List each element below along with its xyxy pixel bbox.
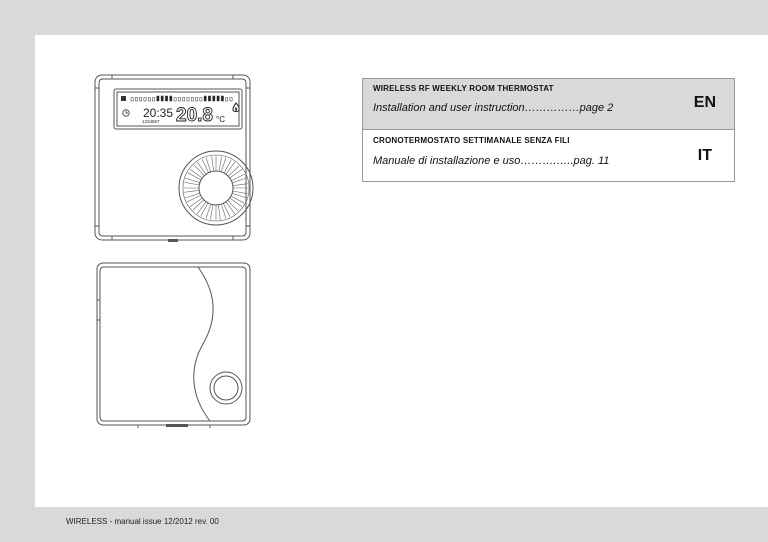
lcd-bar-tick <box>226 98 228 102</box>
lcd-bar-tick <box>196 98 198 102</box>
dial-rib <box>226 162 239 176</box>
lcd-bar-tick <box>178 98 180 102</box>
front-housing-outer <box>95 75 250 240</box>
lcd-bar-tick <box>135 98 137 102</box>
receiver-housing-outer <box>97 263 250 425</box>
lcd-bar-tick <box>170 96 172 101</box>
dial-rib <box>190 165 204 178</box>
lcd-bar-tick <box>208 96 210 101</box>
dial-rib <box>210 205 216 220</box>
lcd-bar-tick <box>174 98 176 102</box>
lcd-bar-tick <box>200 98 202 102</box>
language-code: EN <box>693 94 716 111</box>
lcd-bar-tick <box>217 96 219 101</box>
dial-rib <box>193 200 206 214</box>
lcd-bar-tick <box>144 98 146 102</box>
lcd-mode-indicator <box>121 96 126 101</box>
lcd-time: 20:35 <box>143 106 174 120</box>
lcd-bar-tick <box>131 98 133 102</box>
lcd-bar-tick <box>213 96 215 101</box>
lcd-program-bar-graph <box>131 96 232 101</box>
thermostat-front-view <box>95 75 253 242</box>
lcd-bar-tick <box>140 98 142 102</box>
clock-icon <box>123 110 129 116</box>
language-code: IT <box>697 147 712 164</box>
lcd-bar-tick <box>161 96 163 101</box>
lcd-bar-tick <box>221 96 223 101</box>
dial-ribs <box>184 156 248 220</box>
receiver-bottom-slot <box>166 424 188 427</box>
lcd-bar-tick <box>183 98 185 102</box>
lcd-bar-tick <box>165 96 167 101</box>
dial-rib <box>184 182 199 188</box>
lcd-days: 1234567 <box>142 119 160 124</box>
thermostat-receiver-view <box>97 263 250 428</box>
receiver-s-curve <box>194 267 213 421</box>
lcd-bar-tick <box>230 98 232 102</box>
dial-rib <box>231 193 246 203</box>
dial-rib <box>187 195 202 206</box>
dial-rib <box>186 173 201 183</box>
page-footer: WIRELESS - manual issue 12/2012 rev. 00 <box>66 517 219 526</box>
lcd-bar-tick <box>157 96 159 101</box>
dial-rib <box>201 203 211 218</box>
language-index-table <box>362 78 735 182</box>
receiver-button-ring <box>210 372 242 404</box>
flame-icon <box>233 103 239 112</box>
receiver-housing-inner <box>100 267 246 421</box>
lcd-temperature-unit: °C <box>216 115 225 124</box>
dial-rib <box>228 198 242 211</box>
front-bottom-latch <box>168 239 178 242</box>
receiver-button <box>214 376 238 400</box>
lcd-bar-tick <box>153 98 155 102</box>
language-title: CRONOTERMOSTATO SETTIMANALE SENZA FILI <box>373 136 570 145</box>
language-row-it[interactable] <box>363 129 734 181</box>
language-row-en[interactable] <box>363 79 734 129</box>
dial-rib <box>197 159 208 174</box>
lcd-bar-tick <box>204 96 206 101</box>
lcd-temperature: 20.8 <box>176 105 213 126</box>
dial-rib <box>223 202 234 217</box>
language-subtitle: Installation and user instruction……………page 2 <box>373 102 614 114</box>
dial-rib <box>230 169 245 180</box>
language-subtitle: Manuale di installazione e uso……….…..pag. 11 <box>373 155 610 167</box>
lcd-bar-tick <box>148 98 150 102</box>
dial-center-cap <box>199 171 233 205</box>
language-title: WIRELESS RF WEEKLY ROOM THERMOSTAT <box>373 84 554 93</box>
lcd-bar-tick <box>187 98 189 102</box>
temperature-dial <box>179 151 253 225</box>
lcd-bar-tick <box>191 98 193 102</box>
dial-rib <box>221 158 231 173</box>
dial-rib <box>216 156 222 171</box>
